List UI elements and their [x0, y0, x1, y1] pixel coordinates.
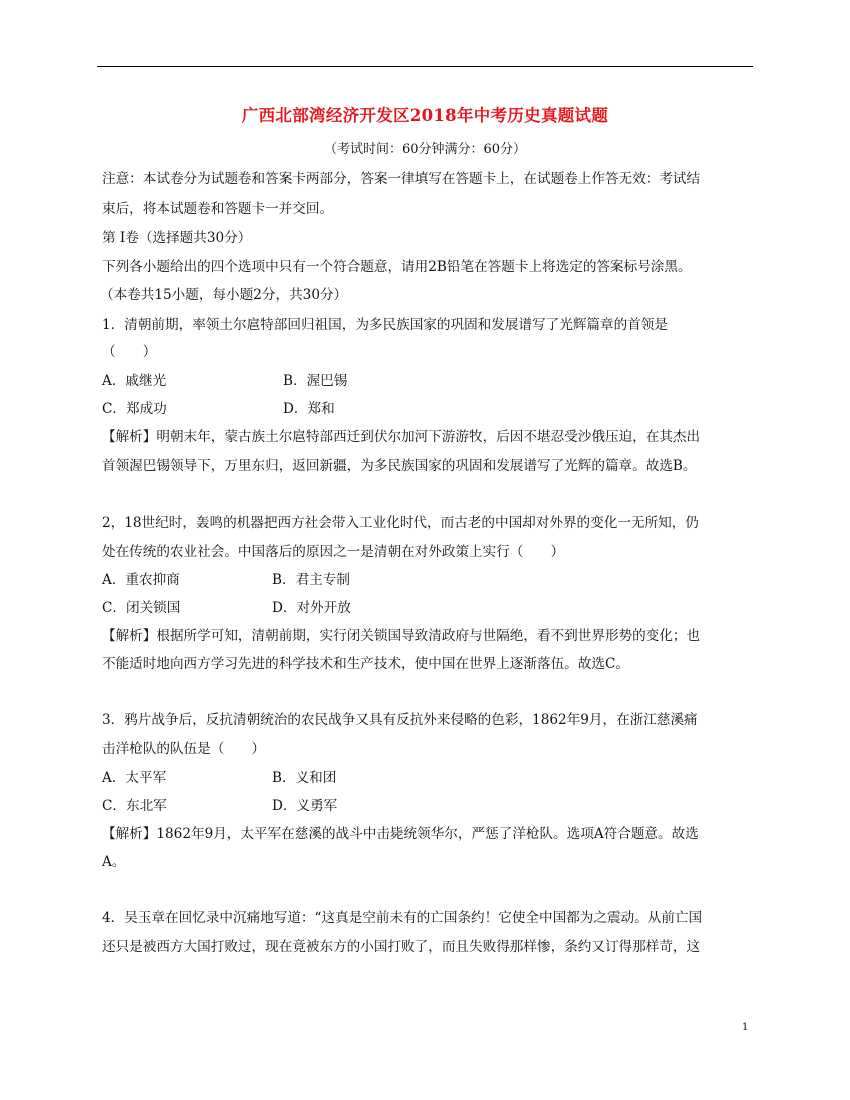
question-1-stem-line-2: （ ） — [102, 344, 157, 360]
question-2-stem-line-2: 处在传统的农业社会。中国落后的原因之一是清朝在对外政策上实行（ ） — [102, 544, 565, 560]
question-3-analysis-line-2: A。 — [102, 854, 126, 870]
question-1-option-b: B．渥巴锡 — [283, 373, 348, 389]
question-2-stem-line-1: 2，18世纪时，轰鸣的机器把西方社会带入工业化时代，而古老的中国却对外界的变化一无所知，仍 — [102, 515, 699, 531]
notice-line-2: 束后，将本试题卷和答题卡一并交回。 — [102, 201, 334, 217]
header-rule — [97, 66, 753, 67]
question-3-stem-line-2: 击洋枪队的队伍是（ ） — [102, 741, 266, 757]
question-3-option-a: A．太平军 — [102, 770, 167, 786]
question-1-analysis-line-1: 【解析】明朝末年，蒙古族土尔扈特部西迁到伏尔加河下游游牧，后因不堪忍受沙俄压迫，在其杰出 — [102, 429, 701, 445]
question-2-analysis-line-2: 不能适时地向西方学习先进的科学技术和生产技术，使中国在世界上逐渐落伍。故选C。 — [102, 656, 629, 672]
scope-text: （本卷共15小题，每小题2分，共30分） — [100, 287, 348, 303]
exam-title: 广西北部湾经济开发区2018年中考历史真题试题 — [241, 106, 609, 125]
notice-line-1: 注意：本试卷分为试题卷和答案卡两部分，答案一律填写在答题卡上，在试题卷上作答无效：考试结 — [102, 171, 701, 187]
section-heading: 第 Ⅰ卷（选择题共30分） — [102, 230, 252, 246]
question-1-stem-line-1: 1．清朝前期，率领土尔扈特部回归祖国，为多民族国家的巩固和发展谱写了光辉篇章的首领是 — [102, 317, 668, 333]
question-3-stem-line-1: 3．鸦片战争后，反抗清朝统治的农民战争又具有反抗外来侵略的色彩，1862年9月，在浙江慈溪痛 — [102, 712, 698, 728]
page-number: 1 — [742, 1022, 749, 1033]
question-1-option-c: C．郑成功 — [102, 401, 167, 417]
question-2-option-d: D．对外开放 — [272, 600, 351, 616]
question-3-option-c: C．东北军 — [102, 798, 167, 814]
question-2-option-c: C．闭关锁国 — [102, 600, 181, 616]
instruction-text: 下列各小题给出的四个选项中只有一个符合题意，请用2B铅笔在答题卡上将选定的答案标号涂黑。 — [102, 259, 692, 275]
question-4-stem-line-1: 4．吴玉章在回忆录中沉痛地写道：“这真是空前未有的亡国条约！它使全中国都为之震动。从前亡国 — [102, 910, 703, 926]
question-3-analysis-line-1: 【解析】1862年9月，太平军在慈溪的战斗中击毙统领华尔，严惩了洋枪队。选项A符合题意。故选 — [102, 826, 699, 842]
question-3-option-d: D．义勇军 — [272, 798, 338, 814]
question-1-option-a: A．戚继光 — [102, 373, 167, 389]
question-2-option-a: A．重农抑商 — [102, 572, 180, 588]
question-4-stem-line-2: 还只是被西方大国打败过，现在竟被东方的小国打败了，而且失败得那样惨，条约又订得那样苛，这 — [102, 939, 701, 955]
question-3-option-b: B．义和团 — [272, 770, 337, 786]
question-1-analysis-line-2: 首领渥巴锡领导下，万里东归，返回新疆，为多民族国家的巩固和发展谱写了光辉的篇章。故选B。 — [102, 458, 697, 474]
question-2-analysis-line-1: 【解析】根据所学可知，清朝前期，实行闭关锁国导致清政府与世隔绝，看不到世界形势的变化；也 — [102, 628, 701, 644]
question-2-option-b: B．君主专制 — [272, 572, 350, 588]
exam-subtitle: （考试时间：60分钟满分：60分） — [323, 142, 527, 157]
question-1-option-d: D．郑和 — [283, 401, 335, 417]
